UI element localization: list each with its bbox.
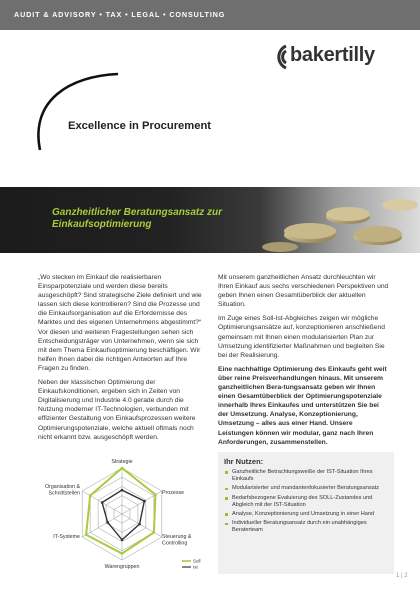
benefits-box — [218, 452, 394, 574]
radar-axis-label: Schnittstellen — [48, 490, 80, 497]
banner-line-2: Einkaufsoptimierung — [52, 219, 152, 230]
radar-chart — [38, 448, 206, 578]
radar-axis-label: Steuerung & — [162, 534, 192, 540]
right-column — [218, 273, 390, 452]
summary-paragraph: Eine nachhaltige Optimierung des Einkaufs geht weit über reine Preisverhandlungen hinaus. Mit unserem ganzheitlichen Bera-tungsansatz geben wir Ihnen einen Gesamtüberblick der Optimierungspotenziale innerhalb Ihres Einkaufes und unterstützen Sie bei der Umsetzung. Analyse, Konzeptionierung, Umsetzung – alles aus einer Hand. Unsere Leistungen können wir modular, ganz nach Ihren Anforderungen, zusammenstellen. — [218, 365, 387, 446]
banner-headline — [52, 207, 242, 231]
radar-point — [121, 552, 124, 555]
legend-label: Soll — [193, 558, 201, 564]
radar-axis-label: Warengruppen — [104, 564, 140, 570]
radar-point — [101, 501, 104, 504]
method-paragraph: Im Zuge eines Soll-Ist-Abgleiches zeigen wir mögliche Optimierungsansätze auf, konzeptionieren anschließend gemeinsam mit Ihnen einen modularisierten Plan zur Umsetzung identifizierter Maßnahmen und begleiten Sie bei der Realisierung. — [218, 315, 385, 359]
radar-point — [121, 489, 124, 492]
benefits-list — [224, 469, 390, 537]
benefits-title: Ihr Nutzen: — [224, 457, 264, 466]
radar-point — [106, 521, 109, 524]
benefit-item: Bedarfsbezogene Evaluierung des SOLL-Zustandes und Abgleich mit der IST-Situation — [224, 495, 390, 509]
approach-paragraph: Mit unserem ganzheitlichen Ansatz durchleuchten wir Ihren Einkauf aus sechs verschiedenen Perspektiven und geben Ihnen einen Gesamtüberblick der aktuellen Situation. — [218, 274, 389, 309]
benefit-item: Ganzheitliche Betrachtungsweiße der IST-Situation Ihres Einkaufs — [224, 469, 390, 483]
hero-banner — [0, 187, 420, 253]
radar-axis-label: Organisation & — [44, 484, 80, 490]
context-paragraph: Neben der klassischen Optimierung der Einkaufskonditionen, ergeben sich in Zeiten von Digitalisierung und Industrie 4.0 gerade durch die Nutzung moderner IT-Technologien, verbunden mit effizienter Gestaltung von Einkaufsprozessen weitere Optimierungspotenziale, welche aktuell oftmals noch nicht erkannt bzw. ausgeschöpft werden. — [38, 379, 196, 441]
service-lines: AUDIT & ADVISORY • TAX • LEGAL • CONSULTING — [14, 10, 226, 19]
banner-line-1: Ganzheitlicher Beratungsansatz zur — [52, 207, 223, 218]
radar-axis-label: Controlling — [162, 540, 188, 547]
radar-axis-label: Prozesse — [162, 490, 185, 496]
legend-label: Ist — [193, 564, 198, 570]
radar-point — [143, 500, 146, 503]
coins-image — [250, 187, 420, 253]
radar-point — [121, 467, 124, 470]
bakertilly-logo — [270, 42, 415, 76]
radar-point — [121, 538, 124, 541]
benefit-item: Analyse, Konzeptionierung und Umsetzung in einer Hand — [224, 511, 390, 518]
page-number: 1 | 2 — [396, 573, 408, 579]
radar-axis-label: Strategie — [111, 459, 133, 465]
logo-text: bakertilly — [290, 44, 375, 66]
radar-point — [89, 494, 92, 497]
radar-point — [153, 531, 156, 534]
radar-point — [138, 523, 141, 526]
left-column — [38, 273, 206, 447]
benefit-item: Individueller Beratungsansatz durch ein unabhängiges Beraterteam — [224, 520, 390, 534]
radar-point — [85, 533, 88, 536]
logo-mark-icon — [270, 44, 288, 70]
benefit-item: Modularisierter und mandantenfokusierter Beratungsansatz — [224, 485, 390, 492]
page-title: Excellence in Procurement — [68, 120, 212, 132]
intro-paragraph: „Wo stecken im Einkauf die realisierbaren Einsparpotenziale und werden diese bereits ausgeschöpft? Sind strategische Ziele definiert und wie lassen sich diese kontrollieren? Sind die Prozesse und die Einkaufsorganisation auf die Erfordernisse des Marktes und des eigenen Unternehmens abgestimmt?“ Vor diesen und weiteren Fragestellungen sehen sich Entscheidungsträger von Unternehmen, wenn sie sich mit dem Thema Einkaufsoptimierung beschäftigen. Wir helfen Ihnen dabei die richtigen Antworten auf Ihre Fragen zu finden. — [38, 274, 202, 372]
radar-axis-label: IT-Systeme — [53, 534, 80, 540]
radar-point — [154, 493, 157, 496]
